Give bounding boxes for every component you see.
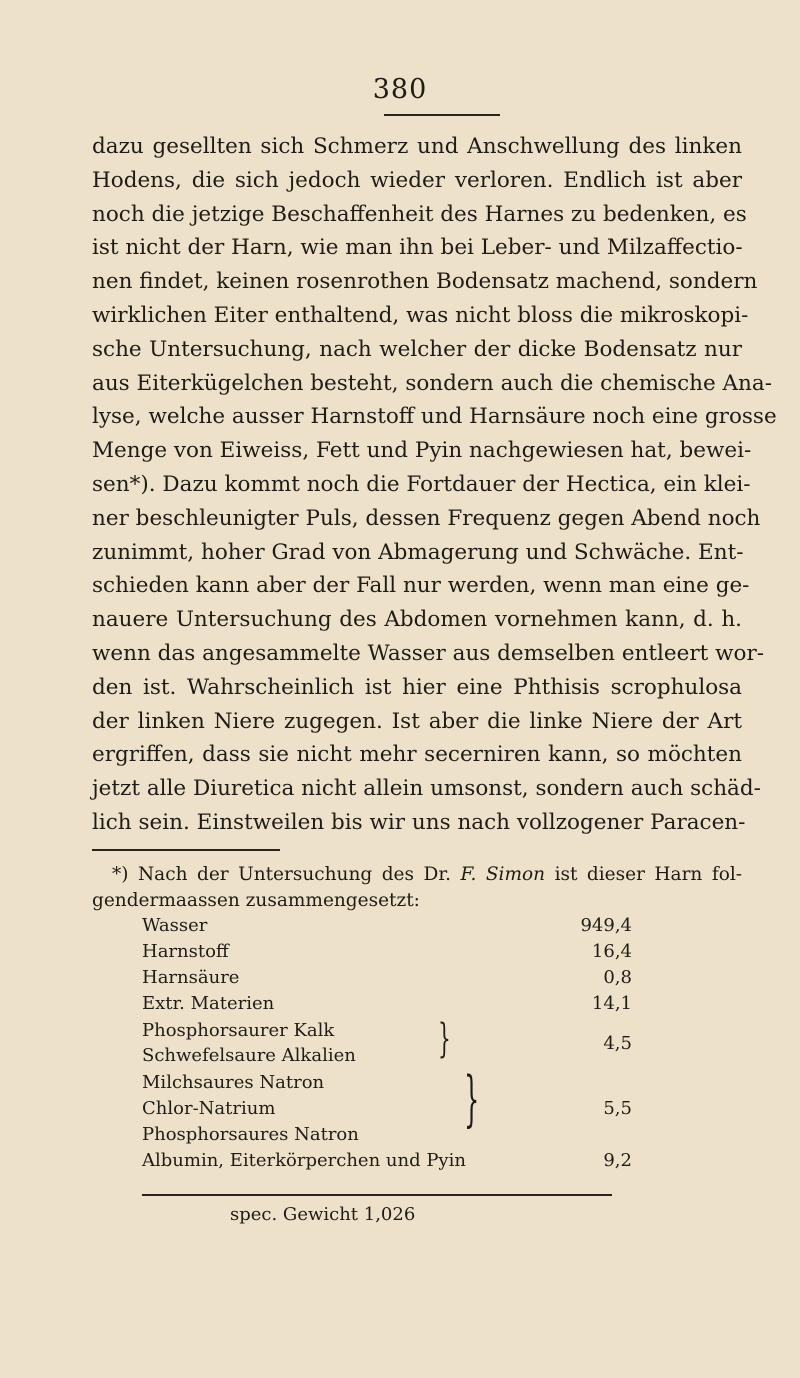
- text-line: ner beschleunigter Puls, dessen Frequenz gegen Abend noch: [92, 505, 761, 531]
- text-line: wenn das angesammelte Wasser aus demselben entleert wor-: [92, 640, 765, 666]
- row-value: 9,2: [603, 1150, 632, 1171]
- text-line: sche Untersuchung, nach welcher der dicke Bodensatz nur: [92, 336, 742, 362]
- page-number: 380: [372, 74, 428, 105]
- row-label: Harnsäure: [142, 967, 240, 988]
- row-value: 16,4: [591, 941, 632, 962]
- text-line: schieden kann aber der Fall nur werden, wenn man eine ge-: [92, 573, 750, 599]
- table-row: [142, 915, 642, 939]
- footnote-line-2: gendermaassen zusammengesetzt:: [92, 890, 420, 911]
- table-row: [142, 993, 642, 1017]
- text-line: wirklichen Eiter enthaltend, was nicht bloss die mikroskopi-: [92, 302, 749, 328]
- footnote-text-a: Nach der Untersuchung des Dr.: [137, 864, 452, 885]
- table-row: [142, 1045, 642, 1069]
- table-row: [142, 967, 642, 991]
- row-value: 14,1: [591, 993, 632, 1014]
- row-value: 0,8: [603, 967, 632, 988]
- footnote-text-b: ist dieser Harn fol-: [554, 864, 742, 885]
- text-line: nauere Untersuchung des Abdomen vornehmen kann, d. h.: [92, 607, 742, 633]
- text-line: aus Eiterkügelchen besteht, sondern auch die chemische Ana-: [92, 370, 772, 396]
- text-line: zunimmt, hoher Grad von Abmagerung und Schwäche. Ent-: [92, 539, 744, 565]
- group-value: 5,5: [603, 1098, 632, 1119]
- table-row: [142, 1072, 642, 1096]
- row-label: Phosphorsaurer Kalk: [142, 1020, 335, 1041]
- footnote-author: F. Simon: [460, 864, 546, 885]
- text-line: ergriffen, dass sie nicht mehr secerniren kann, so möchten: [92, 742, 742, 768]
- row-label: Albumin, Eiterkörperchen und Pyin: [142, 1150, 466, 1171]
- row-label: Milchsaures Natron: [142, 1072, 325, 1093]
- specific-gravity: spec. Gewicht 1,026: [230, 1204, 416, 1225]
- text-line: lich sein. Einstweilen bis wir uns nach vollzogener Paracen-: [92, 809, 746, 835]
- row-label: Wasser: [142, 915, 208, 936]
- text-line: Hodens, die sich jedoch wieder verloren. Endlich ist aber: [92, 167, 742, 193]
- row-label: Phosphorsaures Natron: [142, 1124, 359, 1145]
- text-line: den ist. Wahrscheinlich ist hier eine Phthisis scrophulosa: [92, 674, 742, 700]
- row-value: 949,4: [580, 915, 632, 936]
- table-row: [142, 941, 642, 965]
- text-line: dazu gesellten sich Schmerz und Anschwellung des linken: [92, 134, 742, 159]
- brace-icon: }: [438, 1016, 451, 1062]
- table-row: [142, 1098, 642, 1122]
- footnote-separator: [92, 849, 280, 851]
- group-value: 4,5: [603, 1033, 632, 1054]
- text-line: ist nicht der Harn, wie man ihn bei Leber- und Milzaffectio-: [92, 235, 743, 261]
- sum-rule: [142, 1194, 612, 1196]
- text-line: sen*). Dazu kommt noch die Fortdauer der Hectica, ein klei-: [92, 471, 751, 497]
- table-row: [142, 1150, 642, 1174]
- text-line: lyse, welche ausser Harnstoff und Harnsäure noch eine grosse: [92, 404, 777, 430]
- body-text: [92, 130, 777, 840]
- page-number-underline: [384, 114, 500, 116]
- text-line: Menge von Eiweiss, Fett und Pyin nachgewiesen hat, bewei-: [92, 438, 752, 464]
- table-row: [142, 1124, 642, 1148]
- text-line: der linken Niere zugegen. Ist aber die linke Niere der Art: [92, 708, 742, 734]
- table-row: [142, 1020, 642, 1044]
- text-line: nen findet, keinen rosenrothen Bodensatz machend, sondern: [92, 269, 758, 295]
- row-label: Harnstoff: [142, 941, 229, 962]
- text-line: jetzt alle Diuretica nicht allein umsonst, sondern auch schäd-: [92, 776, 761, 802]
- row-label: Chlor-Natrium: [142, 1098, 276, 1119]
- footnote-line-1: [92, 862, 742, 888]
- footnote: [92, 862, 742, 914]
- text-line: noch die jetzige Beschaffenheit des Harnes zu bedenken, es: [92, 201, 747, 227]
- footnote-marker: *): [112, 864, 129, 885]
- brace-icon: }: [464, 1064, 480, 1134]
- row-label: Extr. Materien: [142, 993, 275, 1014]
- row-label: Schwefelsaure Alkalien: [142, 1045, 356, 1066]
